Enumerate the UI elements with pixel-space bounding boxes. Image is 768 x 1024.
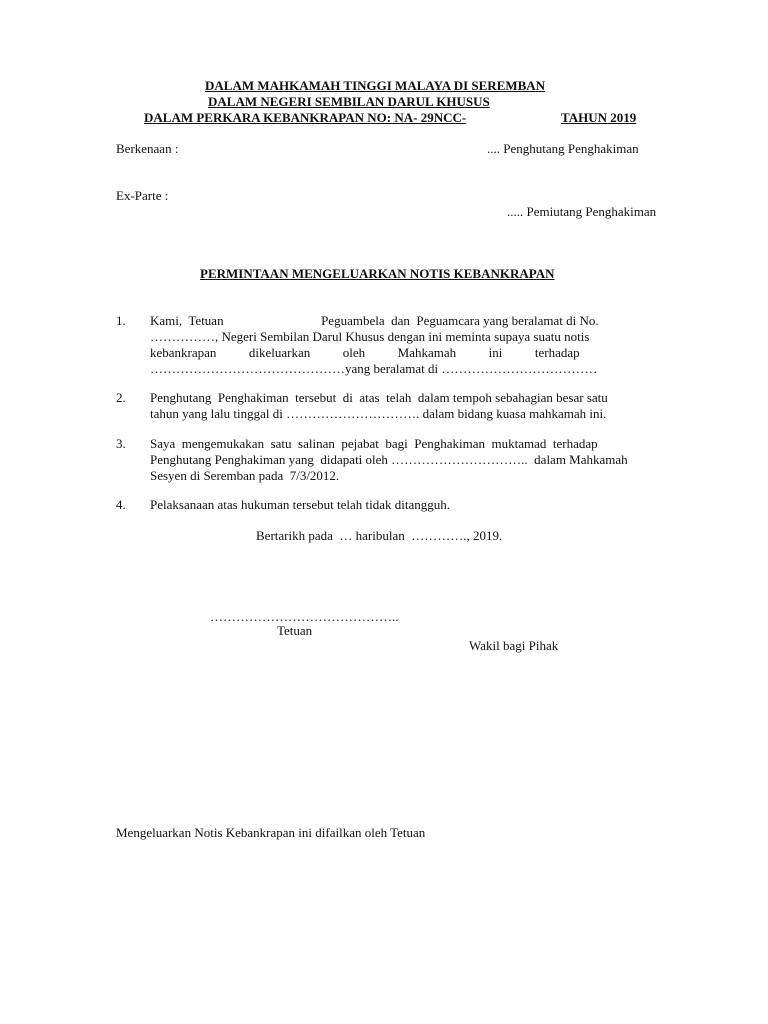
item-line: Kami, Tetuan Peguambela dan Peguamcara yang beralamat di No. — [150, 313, 599, 328]
item-line: ………………………………………yang beralamat di ……………………………… — [150, 361, 598, 376]
item-line: Penghutang Penghakiman yang didapati oleh ………………………….. dalam Mahkamah — [150, 452, 628, 467]
berkenaan-label: Berkenaan : — [116, 141, 179, 156]
judgment-debtor-role: .... Penghutang Penghakiman — [487, 141, 639, 156]
case-number-line: DALAM PERKARA KEBANKRAPAN NO: NA- 29NCC- — [144, 110, 467, 125]
exparte-label: Ex-Parte : — [116, 188, 169, 203]
court-header-line2: DALAM NEGERI SEMBILAN DARUL KHUSUS — [208, 94, 490, 109]
judgment-creditor-role: ..... Pemiutang Penghakiman — [507, 204, 657, 219]
item-number: 4. — [116, 497, 126, 512]
item-number: 1. — [116, 313, 126, 328]
dated-line: Bertarikh pada … haribulan …………., 2019. — [256, 528, 503, 543]
representative-label: Wakil bagi Pihak — [469, 638, 559, 653]
case-year: TAHUN 2019 — [561, 110, 637, 125]
item-paragraph — [150, 313, 672, 377]
item-paragraph — [150, 497, 672, 513]
signature-dots: …………………………………….. — [210, 609, 399, 624]
court-header-line1: DALAM MAHKAMAH TINGGI MALAYA DI SEREMBAN — [205, 78, 546, 93]
item-paragraph — [150, 390, 672, 422]
document-title: PERMINTAAN MENGELUARKAN NOTIS KEBANKRAPAN — [200, 266, 555, 281]
item-paragraph — [150, 436, 672, 484]
item-line: Sesyen di Seremban pada 7/3/2012. — [150, 468, 340, 483]
item-number: 3. — [116, 436, 126, 451]
filing-note: Mengeluarkan Notis Kebankrapan ini difailkan oleh Tetuan — [116, 825, 426, 840]
item-line: kebankrapan dikeluarkan oleh Mahkamah ini terhadap — [150, 345, 580, 360]
item-line: Pelaksanaan atas hukuman tersebut telah tidak ditangguh. — [150, 497, 450, 512]
item-number: 2. — [116, 390, 126, 405]
item-line: ……………, Negeri Sembilan Darul Khusus dengan ini meminta supaya suatu notis — [150, 329, 590, 344]
signatory-name: Tetuan — [277, 623, 313, 638]
item-line: Saya mengemukakan satu salinan pejabat bagi Penghakiman muktamad terhadap — [150, 436, 598, 451]
item-line: tahun yang lalu tinggal di …………………………. dalam bidang kuasa mahkamah ini. — [150, 406, 607, 421]
item-line: Penghutang Penghakiman tersebut di atas telah dalam tempoh sebahagian besar satu — [150, 390, 608, 405]
